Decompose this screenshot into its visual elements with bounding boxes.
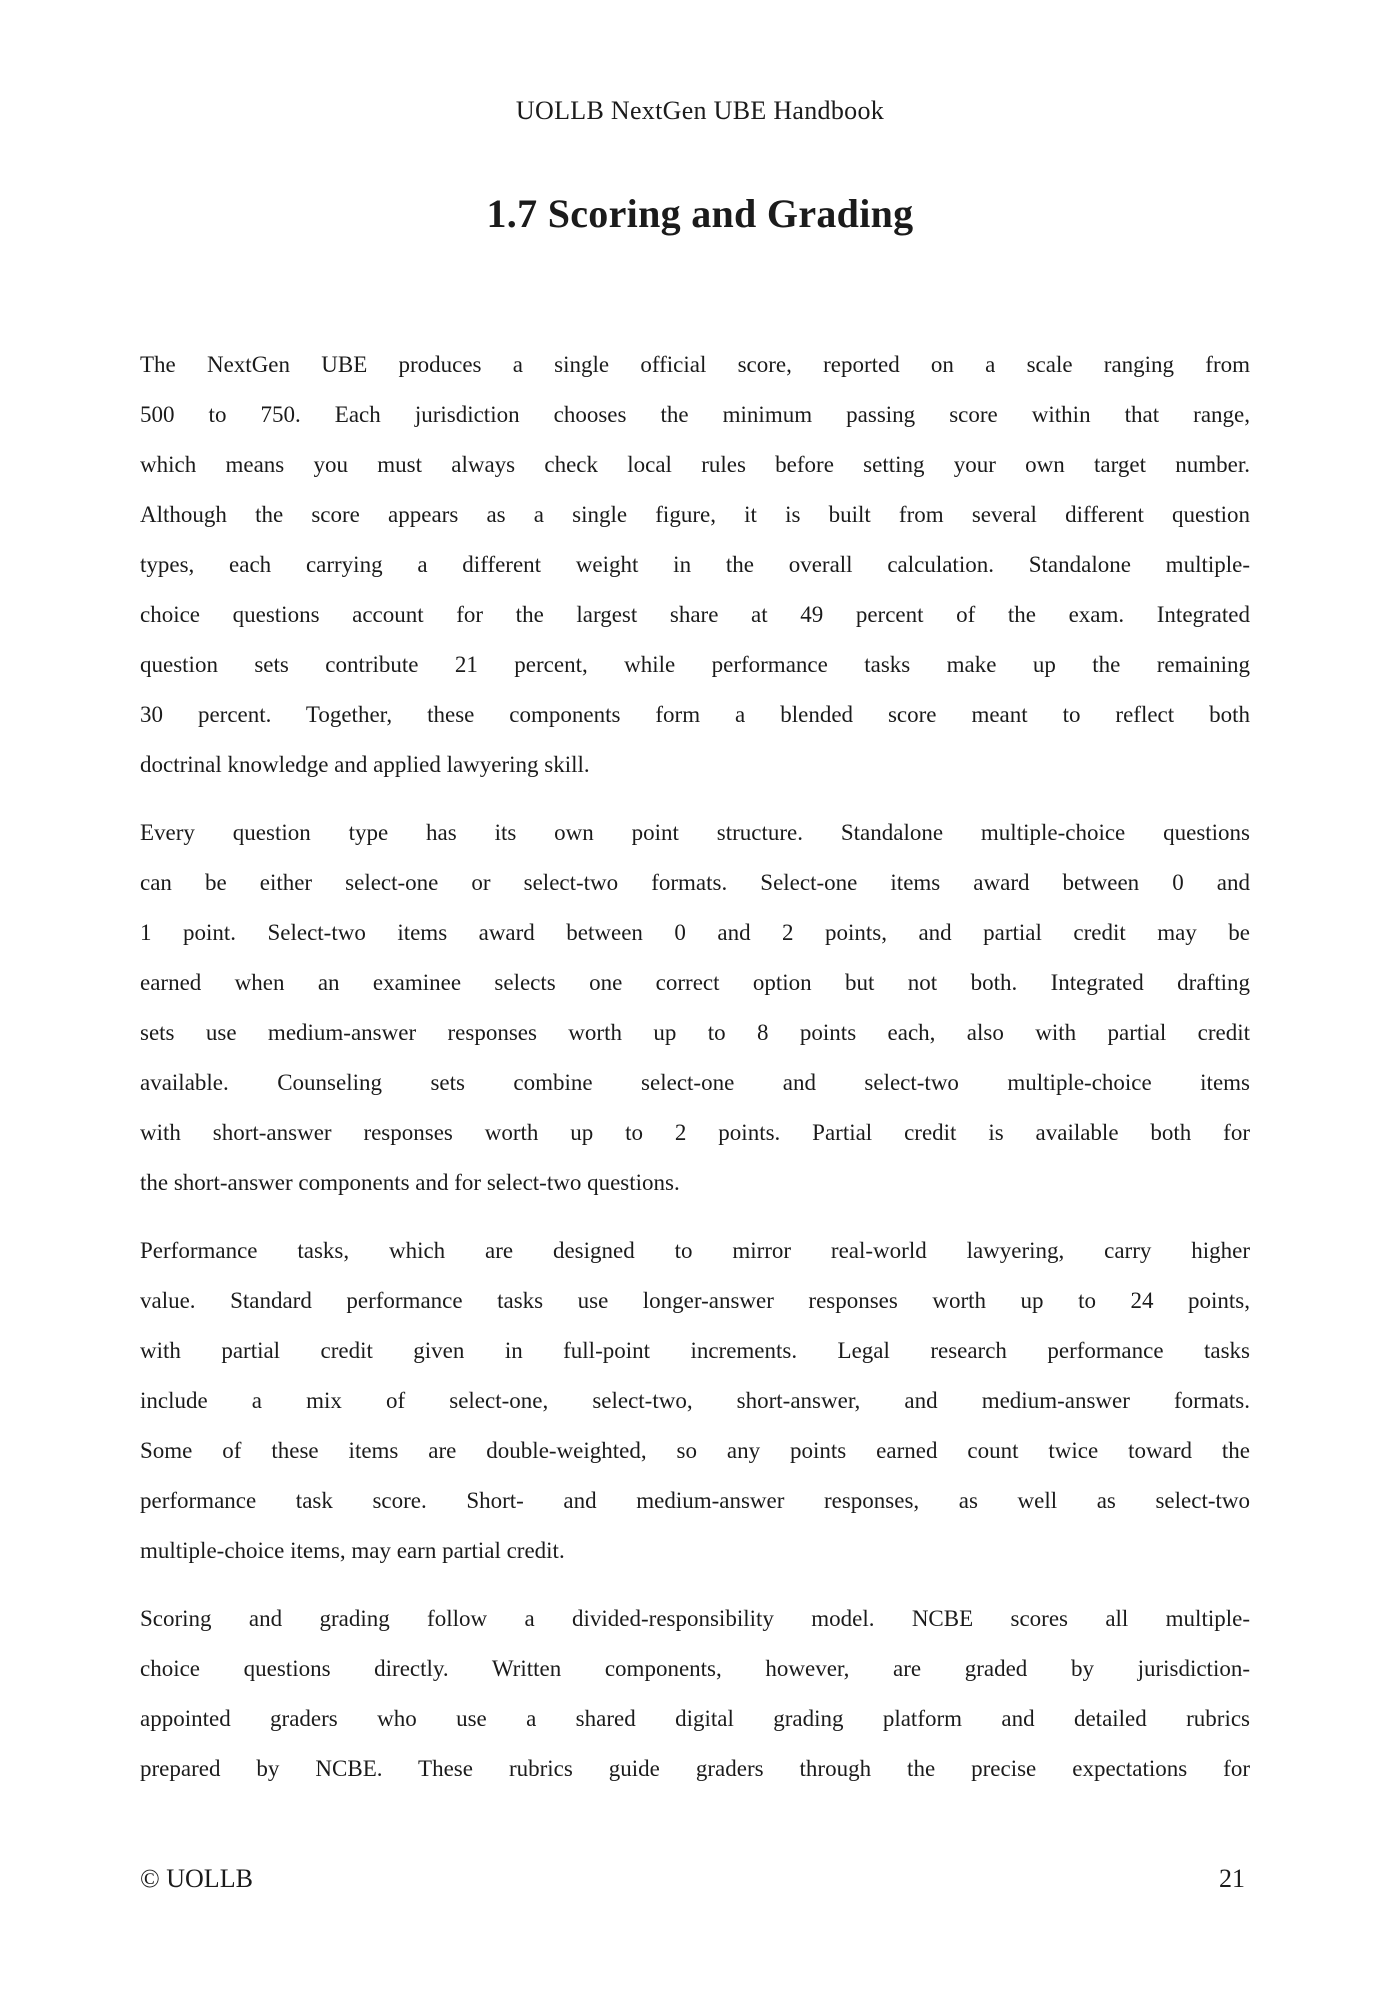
body-line: the short-answer components and for select-two questions. [140,1170,680,1195]
body-line: prepared by NCBE. These rubrics guide graders through the precise expectations for [140,1756,1250,1781]
footer-copyright: © UOLLB [140,1864,253,1893]
body-line: appointed graders who use a shared digital grading platform and detailed rubrics [140,1706,1250,1731]
body-text [140,340,1250,1812]
body-line: 1 point. Select-two items award between 0 and 2 points, and partial credit may be [140,920,1250,945]
body-line: Scoring and grading follow a divided-responsibility model. NCBE scores all multiple- [140,1606,1250,1631]
body-line: available. Counseling sets combine select-one and select-two multiple-choice items [140,1070,1250,1095]
body-line: value. Standard performance tasks use longer-answer responses worth up to 24 points, [140,1288,1250,1313]
body-line: doctrinal knowledge and applied lawyering skill. [140,752,590,777]
body-line: Although the score appears as a single figure, it is built from several different question [140,502,1250,527]
paragraph [140,340,1250,790]
body-line: with partial credit given in full-point increments. Legal research performance tasks [140,1338,1250,1363]
body-line: The NextGen UBE produces a single official score, reported on a scale ranging from [140,352,1250,377]
page-footer [140,1864,1245,1894]
body-line: question sets contribute 21 percent, while performance tasks make up the remaining [140,652,1250,677]
section-heading: 1.7 Scoring and Grading [486,191,914,236]
body-line: 30 percent. Together, these components form a blended score meant to reflect both [140,702,1250,727]
running-header: UOLLB NextGen UBE Handbook [515,96,885,125]
body-line: multiple-choice items, may earn partial credit. [140,1538,565,1563]
body-line: performance task score. Short- and medium-answer responses, as well as select-two [140,1488,1250,1513]
body-line: earned when an examinee selects one correct option but not both. Integrated drafting [140,970,1250,995]
paragraph [140,1594,1250,1794]
body-line: can be either select-one or select-two formats. Select-one items award between 0 and [140,870,1250,895]
body-line: Some of these items are double-weighted, so any points earned count twice toward the [140,1438,1250,1463]
paragraph [140,1226,1250,1576]
body-line: Every question type has its own point structure. Standalone multiple-choice questions [140,820,1250,845]
body-line: which means you must always check local rules before setting your own target number. [140,452,1250,477]
body-line: Performance tasks, which are designed to mirror real-world lawyering, carry higher [140,1238,1250,1263]
body-line: 500 to 750. Each jurisdiction chooses the minimum passing score within that range, [140,402,1250,427]
body-line: sets use medium-answer responses worth up to 8 points each, also with partial credit [140,1020,1250,1045]
body-line: types, each carrying a different weight in the overall calculation. Standalone multiple- [140,552,1250,577]
page-number: 21 [1219,1864,1245,1893]
body-line: choice questions account for the largest share at 49 percent of the exam. Integrated [140,602,1250,627]
body-line: include a mix of select-one, select-two, short-answer, and medium-answer formats. [140,1388,1250,1413]
body-line: with short-answer responses worth up to 2 points. Partial credit is available both for [140,1120,1250,1145]
body-line: choice questions directly. Written components, however, are graded by jurisdiction- [140,1656,1250,1681]
paragraph [140,808,1250,1208]
